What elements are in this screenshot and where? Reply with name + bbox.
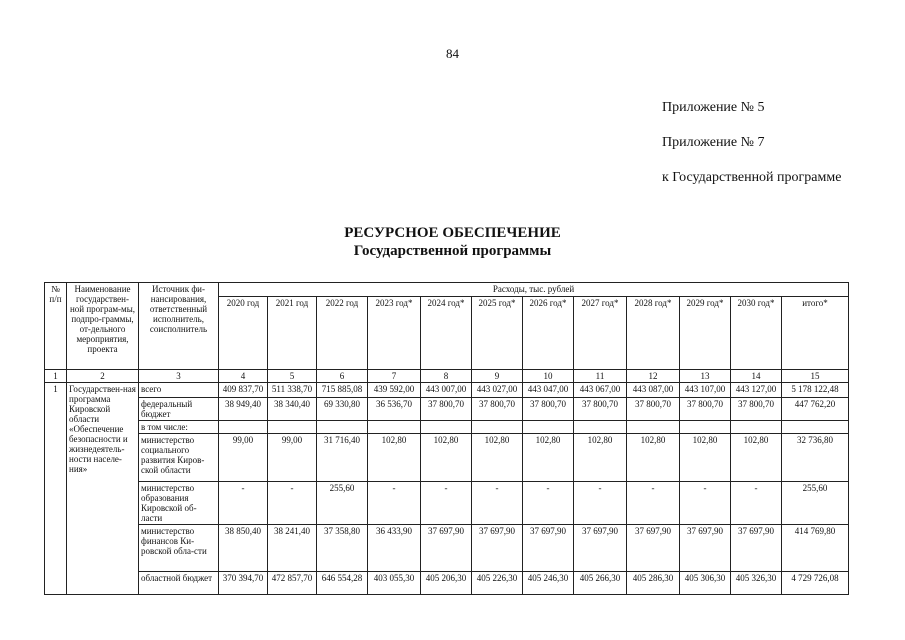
value-cell — [731, 421, 782, 434]
value-cell: 405 246,30 — [523, 572, 574, 595]
value-cell: 99,00 — [268, 434, 317, 482]
value-cell: 443 067,00 — [574, 383, 627, 398]
value-cell: 405 266,30 — [574, 572, 627, 595]
table-row — [45, 482, 849, 525]
header-name: Наименование государствен-ной програм-мы, подпро-граммы, от-дельного мероприятия, проекта — [67, 283, 139, 370]
header-num: № п/п — [45, 283, 67, 370]
value-cell: - — [680, 482, 731, 525]
title-line-2: Государственной программы — [353, 243, 552, 259]
value-cell: 414 769,80 — [782, 525, 849, 572]
value-cell: - — [219, 482, 268, 525]
table-row — [45, 383, 849, 398]
value-cell: 102,80 — [627, 434, 680, 482]
table-row — [45, 572, 849, 595]
funding-source: федеральный бюджет — [139, 398, 219, 421]
value-cell — [782, 421, 849, 434]
table-row — [45, 398, 849, 421]
table-row — [45, 525, 849, 572]
resource-table — [44, 282, 849, 595]
column-number: 11 — [574, 370, 627, 383]
page-number: 84 — [446, 46, 459, 61]
value-cell: 37 800,70 — [731, 398, 782, 421]
value-cell: 37 800,70 — [421, 398, 472, 421]
column-number: 15 — [782, 370, 849, 383]
value-cell: 255,60 — [317, 482, 368, 525]
value-cell: 405 306,30 — [680, 572, 731, 595]
value-cell: 370 394,70 — [219, 572, 268, 595]
value-cell: 37 697,90 — [472, 525, 523, 572]
value-cell: 4 729 726,08 — [782, 572, 849, 595]
value-cell: - — [268, 482, 317, 525]
column-number: 6 — [317, 370, 368, 383]
header-year: 2024 год* — [421, 297, 472, 370]
value-cell: 439 592,00 — [368, 383, 421, 398]
header-year: 2030 год* — [731, 297, 782, 370]
value-cell: - — [731, 482, 782, 525]
table-row — [45, 434, 849, 482]
value-cell: 409 837,70 — [219, 383, 268, 398]
value-cell: 38 241,40 — [268, 525, 317, 572]
value-cell — [523, 421, 574, 434]
value-cell: 443 047,00 — [523, 383, 574, 398]
column-number-row — [45, 370, 849, 383]
document-title — [0, 224, 905, 260]
header-year: 2020 год — [219, 297, 268, 370]
column-number: 8 — [421, 370, 472, 383]
value-cell: 102,80 — [523, 434, 574, 482]
value-cell: 37 800,70 — [680, 398, 731, 421]
value-cell: 472 857,70 — [268, 572, 317, 595]
value-cell: 5 178 122,48 — [782, 383, 849, 398]
value-cell: 102,80 — [472, 434, 523, 482]
funding-source: областной бюджет — [139, 572, 219, 595]
value-cell: 405 326,30 — [731, 572, 782, 595]
value-cell: 405 206,30 — [421, 572, 472, 595]
column-number: 4 — [219, 370, 268, 383]
header-year: 2028 год* — [627, 297, 680, 370]
column-number: 7 — [368, 370, 421, 383]
column-number: 10 — [523, 370, 574, 383]
value-cell: 255,60 — [782, 482, 849, 525]
funding-source: министерство образования Кировской об-ласти — [139, 482, 219, 525]
value-cell: 32 736,80 — [782, 434, 849, 482]
value-cell: 102,80 — [680, 434, 731, 482]
value-cell: 37 697,90 — [680, 525, 731, 572]
value-cell: 38 949,40 — [219, 398, 268, 421]
value-cell: 37 800,70 — [574, 398, 627, 421]
column-number: 13 — [680, 370, 731, 383]
value-cell: - — [368, 482, 421, 525]
header-year: 2022 год — [317, 297, 368, 370]
header-year: 2029 год* — [680, 297, 731, 370]
value-cell: 403 055,30 — [368, 572, 421, 595]
value-cell: 405 286,30 — [627, 572, 680, 595]
value-cell — [219, 421, 268, 434]
row-number: 1 — [45, 383, 67, 595]
column-number: 1 — [45, 370, 67, 383]
value-cell: 511 338,70 — [268, 383, 317, 398]
header-expenses: Расходы, тыс. рублей — [219, 283, 849, 297]
value-cell: 443 087,00 — [627, 383, 680, 398]
value-cell: 36 536,70 — [368, 398, 421, 421]
header-year: 2023 год* — [368, 297, 421, 370]
value-cell: 443 027,00 — [472, 383, 523, 398]
column-number: 12 — [627, 370, 680, 383]
value-cell: 69 330,80 — [317, 398, 368, 421]
value-cell: 37 800,70 — [523, 398, 574, 421]
value-cell: 31 716,40 — [317, 434, 368, 482]
value-cell — [368, 421, 421, 434]
value-cell — [268, 421, 317, 434]
column-number: 2 — [67, 370, 139, 383]
value-cell: - — [523, 482, 574, 525]
header-row-1 — [45, 283, 849, 297]
value-cell: 102,80 — [368, 434, 421, 482]
value-cell: 36 433,90 — [368, 525, 421, 572]
column-number: 14 — [731, 370, 782, 383]
header-year: 2026 год* — [523, 297, 574, 370]
value-cell: 405 226,30 — [472, 572, 523, 595]
header-year: 2027 год* — [574, 297, 627, 370]
value-cell: - — [472, 482, 523, 525]
value-cell — [421, 421, 472, 434]
header-year: 2021 год — [268, 297, 317, 370]
value-cell: 99,00 — [219, 434, 268, 482]
value-cell: 102,80 — [421, 434, 472, 482]
value-cell: 37 697,90 — [574, 525, 627, 572]
appendix-line-1: Приложение № 5 — [662, 100, 765, 115]
funding-source: в том числе: — [139, 421, 219, 434]
value-cell: 37 358,80 — [317, 525, 368, 572]
value-cell: 646 554,28 — [317, 572, 368, 595]
value-cell: 443 107,00 — [680, 383, 731, 398]
funding-source: министерство финансов Ки-ровской обла-сти — [139, 525, 219, 572]
value-cell — [680, 421, 731, 434]
value-cell: 443 007,00 — [421, 383, 472, 398]
value-cell: 37 800,70 — [627, 398, 680, 421]
column-number: 5 — [268, 370, 317, 383]
value-cell: 38 340,40 — [268, 398, 317, 421]
value-cell — [574, 421, 627, 434]
value-cell: 37 800,70 — [472, 398, 523, 421]
table-row — [45, 421, 849, 434]
title-line-1: РЕСУРСНОЕ ОБЕСПЕЧЕНИЕ — [344, 225, 561, 241]
header-year: 2025 год* — [472, 297, 523, 370]
column-number: 9 — [472, 370, 523, 383]
funding-source: министерство социального развития Киров-ской области — [139, 434, 219, 482]
value-cell: 37 697,90 — [421, 525, 472, 572]
value-cell: 37 697,90 — [731, 525, 782, 572]
appendix-line-3: к Государственной программе — [662, 170, 842, 185]
appendix-line-2: Приложение № 7 — [662, 135, 765, 150]
funding-source: всего — [139, 383, 219, 398]
value-cell: - — [627, 482, 680, 525]
value-cell: 447 762,20 — [782, 398, 849, 421]
value-cell: 37 697,90 — [627, 525, 680, 572]
value-cell: 37 697,90 — [523, 525, 574, 572]
program-name: Государствен-ная программа Кировской области «Обеспечение безопасности и жизнедеятель-ности населе-ния» — [67, 383, 139, 595]
value-cell: 443 127,00 — [731, 383, 782, 398]
value-cell — [627, 421, 680, 434]
column-number: 3 — [139, 370, 219, 383]
value-cell — [317, 421, 368, 434]
value-cell: 102,80 — [574, 434, 627, 482]
value-cell: - — [574, 482, 627, 525]
value-cell: 102,80 — [731, 434, 782, 482]
header-year: итого* — [782, 297, 849, 370]
value-cell: 715 885,08 — [317, 383, 368, 398]
value-cell — [472, 421, 523, 434]
value-cell: - — [421, 482, 472, 525]
header-source: Источник фи-нансирования, ответственный исполнитель, соисполнитель — [139, 283, 219, 370]
value-cell: 38 850,40 — [219, 525, 268, 572]
